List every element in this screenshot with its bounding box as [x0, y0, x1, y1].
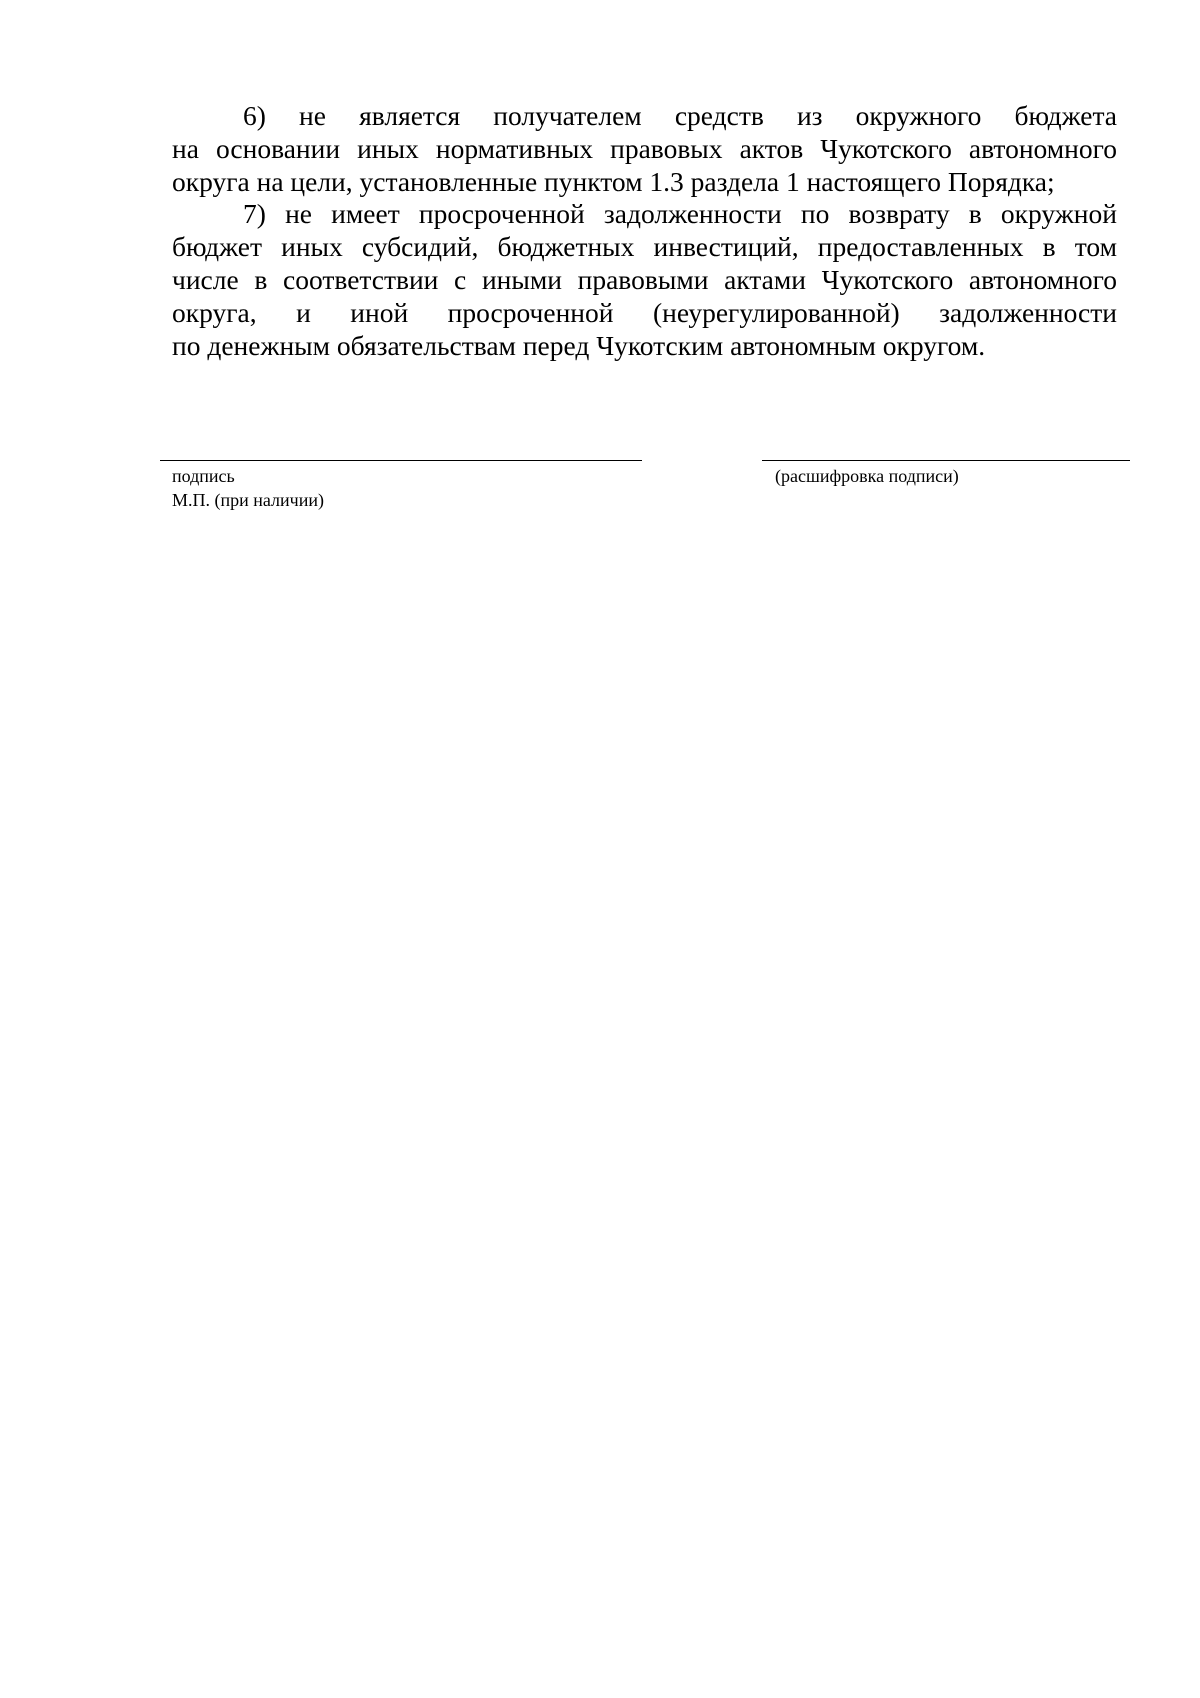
paragraph-item-7	[172, 198, 1117, 362]
text-line: на основании иных нормативных правовых актов Чукотского автономного	[172, 132, 1117, 164]
stamp-caption: М.П. (при наличии)	[172, 490, 324, 510]
signature-decoding-caption: (расшифровка подписи)	[775, 466, 959, 486]
text-line: бюджет иных субсидий, бюджетных инвестиций, предоставленных в том	[172, 231, 1117, 263]
paragraph-item-6	[172, 100, 1117, 198]
signature-line	[160, 460, 642, 461]
text-line: по денежным обязательствам перед Чукотским автономным округом.	[172, 329, 986, 361]
text-line: округа, и иной просроченной (неурегулированной) задолженности	[172, 296, 1117, 328]
signature-decoding-line	[762, 460, 1130, 461]
text-line: 6) не является получателем средств из окружного бюджета	[243, 100, 1117, 131]
signature-caption: подпись	[172, 466, 235, 486]
text-line: 7) не имеет просроченной задолженности по возврату в окружной	[243, 198, 1117, 230]
text-line: числе в соответствии с иными правовыми актами Чукотского автономного	[172, 263, 1117, 295]
text-line: округа на цели, установленные пунктом 1.3 раздела 1 настоящего Порядка;	[172, 165, 1055, 197]
document-body	[172, 100, 1117, 362]
